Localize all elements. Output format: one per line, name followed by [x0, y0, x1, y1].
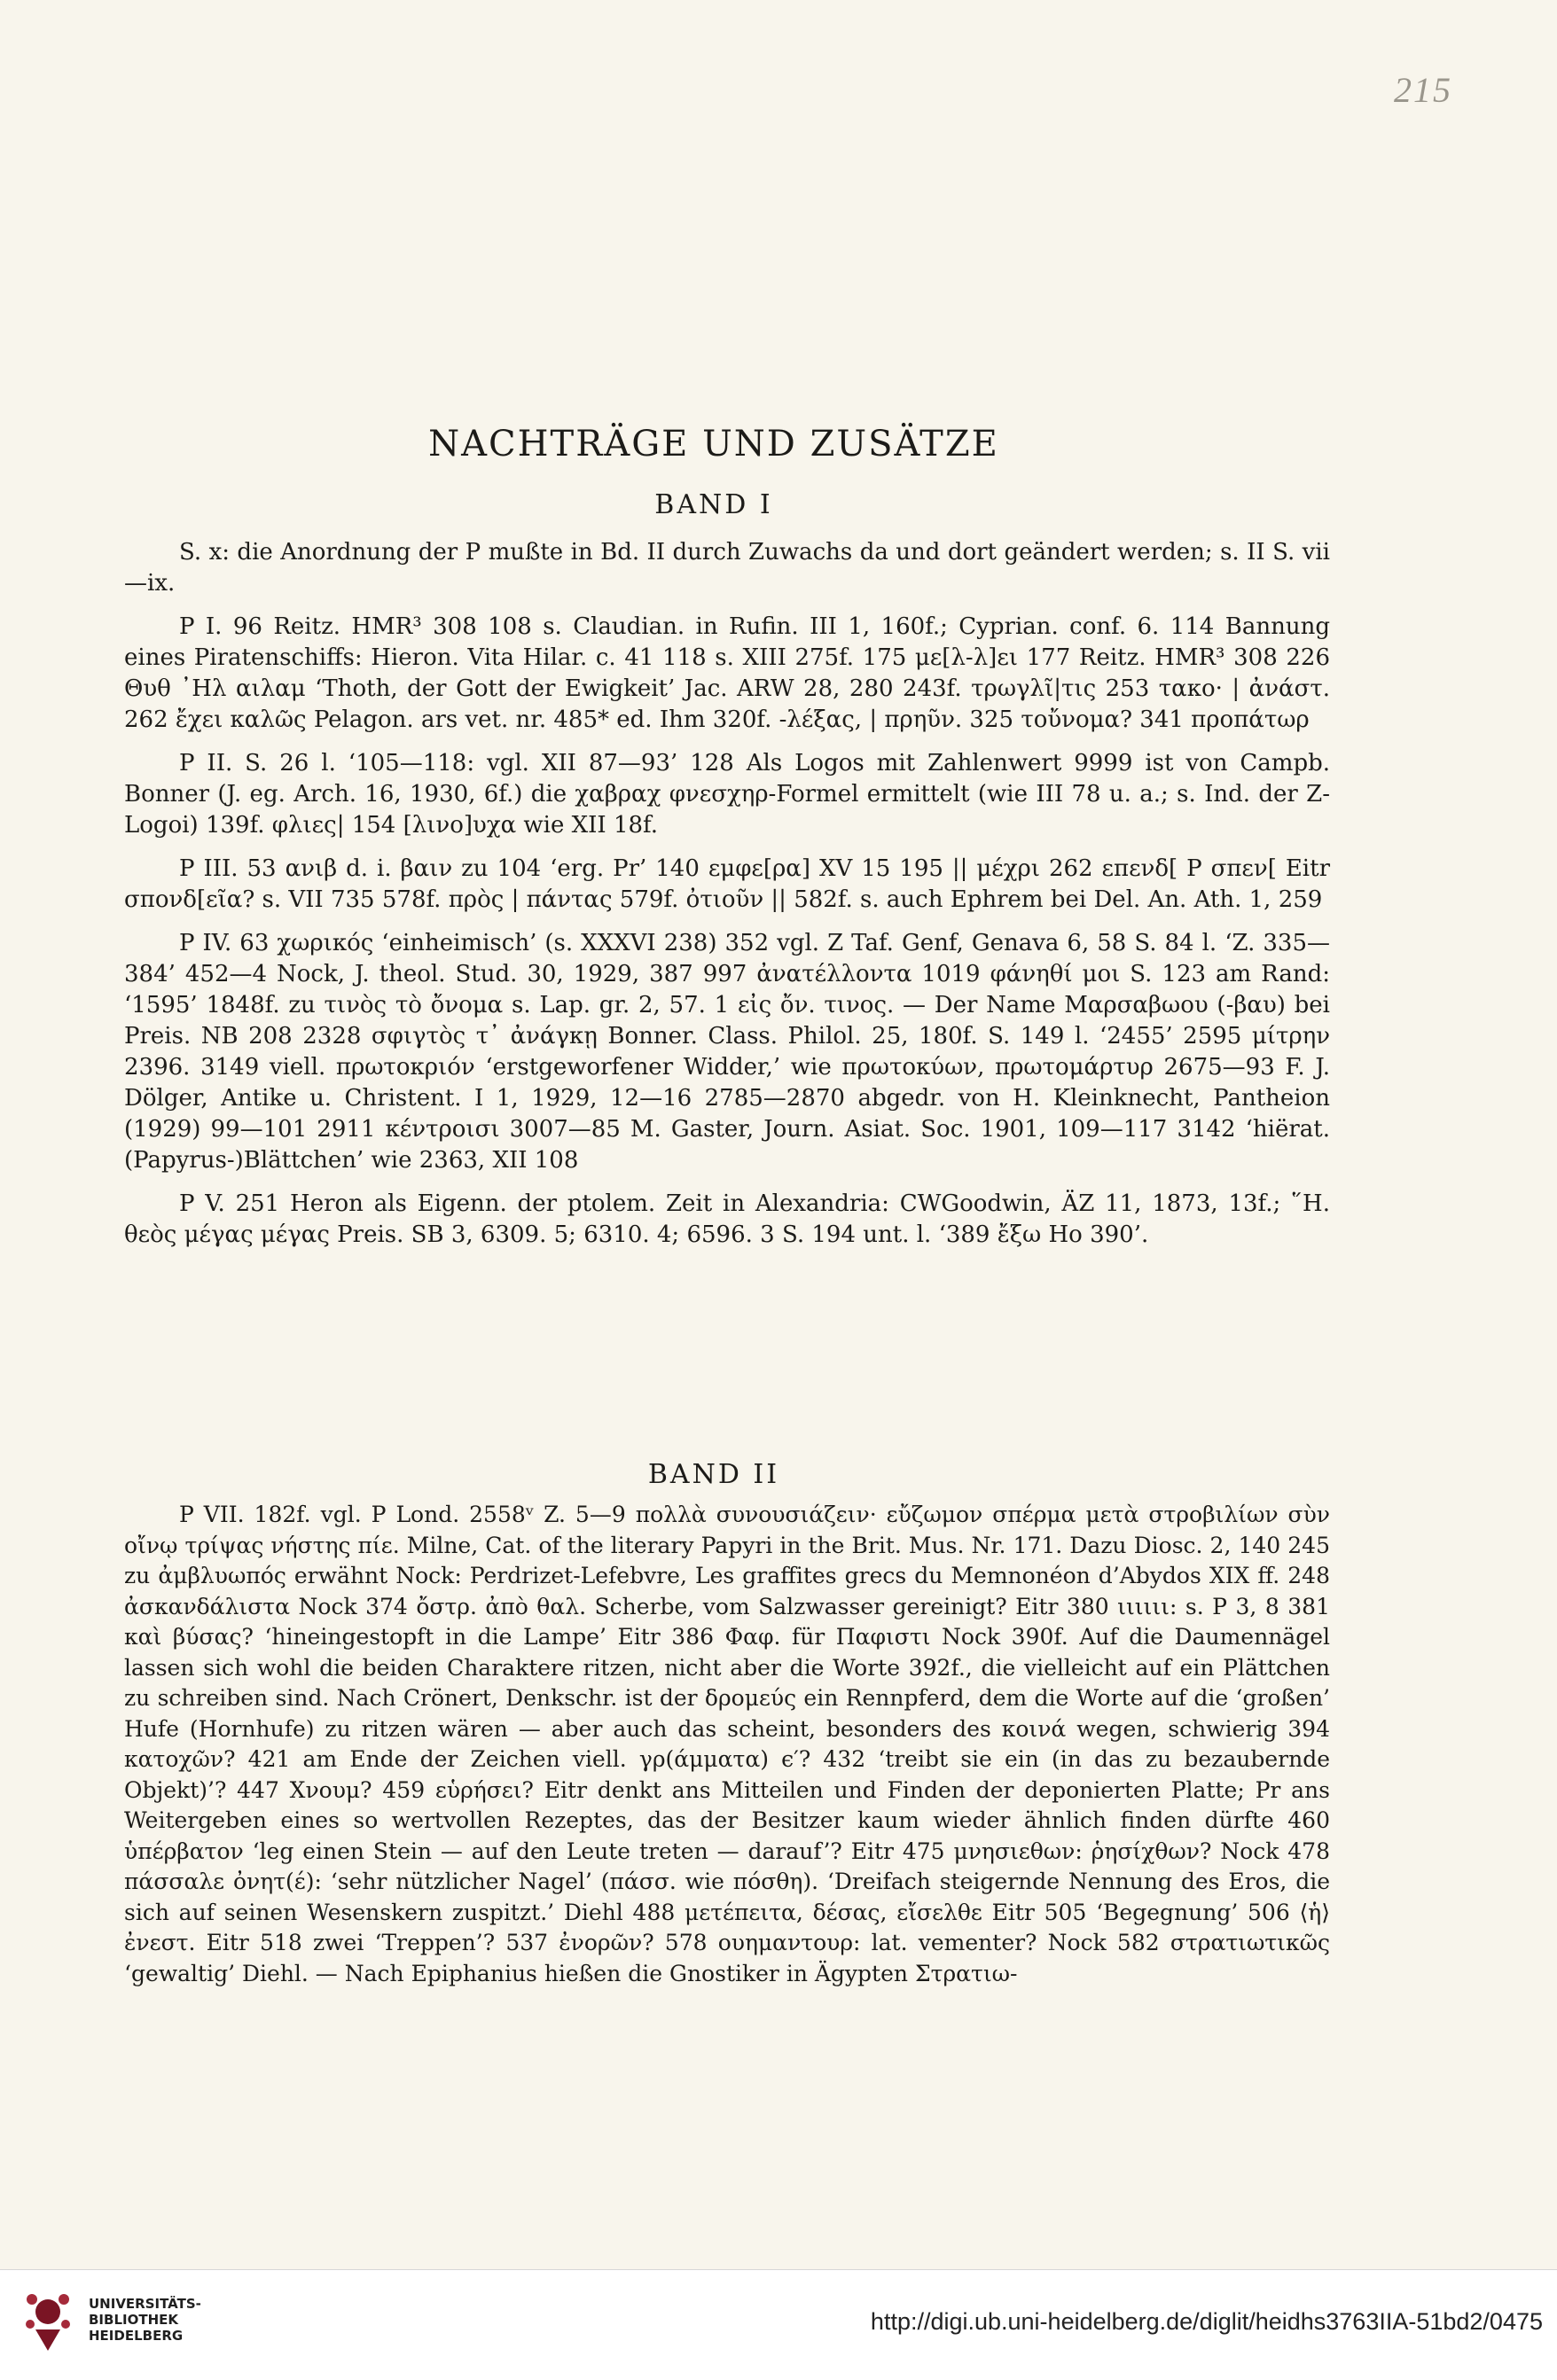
- band-1-paragraph-p1: P I. 96 Reitz. HMR³ 308 108 s. Claudian. in Rufin. III 1, 160f.; Cyprian. conf. 6. 114 Bannung eines Piratenschiffs: Hieron. Vita Hilar. c. 41 118 s. XIII 275f. 175 με[λ-λ]ει 177 Reitz. HMR³ 308 226 Θυθ ᾿Ηλ αιλαμ ‘Thoth, der Gott der Ewigkeit’ Jac. ARW 28, 280 243f. τρωγλῖ|τις 253 τακο· | ἀνάστ. 262 ἔχει καλῶς Pelagon. ars vet. nr. 485* ed. Ihm 320f. -λέξας, | πρηῦν. 325 τοὔνομα? 341 προπάτωρ: [124, 613, 1330, 733]
- band-1-paragraph-p3: P III. 53 ανιβ d. i. βαιν zu 104 ‘erg. Pr’ 140 εμφε[ρα] XV 15 195 || μέχρι 262 επενδ[ P σπεν[ Eitr σπονδ[εῖα? s. VII 735 578f. πρὸς | πάντας 579f. ὀτιοῦν || 582f. s. auch Ephrem bei Del. An. Ath. 1, 259: [124, 855, 1330, 913]
- band-1-text: [124, 537, 1330, 1263]
- band-2-heading: BAND II: [647, 1459, 780, 1490]
- band-1-heading: BAND I: [654, 489, 773, 520]
- band-2-paragraph-p7: P VII. 182f. vgl. P Lond. 2558ᵛ Z. 5—9 πολλὰ συνουσιάζειν· εὔζωμον σπέρμα μετὰ στροβιλίων σὺν οἴνῳ τρίψας νήστης πίε. Milne, Cat. of the literary Papyri in the Brit. Mus. Nr. 171. Dazu Diosc. 2, 140 245 zu ἀμβλυωπός erwähnt Nock: Perdrizet-Lefebvre, Les graffites grecs du Memnonéon d’Abydos XIX ff. 248 ἀσκανδάλιστα Nock 374 ὄστρ. ἀπὸ θαλ. Scherbe, vom Salzwasser gereinigt? Eitr 380 ιιιιιι: s. P 3, 8 381 καὶ βύσας? ‘hineingestopft in die Lampe’ Eitr 386 Φαφ. für Παφιστι Nock 390f. Auf die Daumennägel lassen sich wohl die beiden Charaktere ritzen, nicht aber die Worte 392f., die vielleicht auf ein Plättchen zu schreiben sind. Nach Crönert, Denkschr. ist der δρομεύς ein Rennpferd, dem die Worte auf die ‘großen’ Hufe (Hornhufe) zu ritzen wären — aber auch das scheint, besonders des κοινά wegen, schwierig 394 κατοχῶν? 421 am Ende der Zeichen viell. γρ(άμματα) ϵ′? 432 ‘treibt sie ein (in das zu bezaubernde Objekt)’? 447 Χνουμ? 459 εὑρήσει? Eitr denkt ans Mitteilen und Finden der deponierten Platte; Pr ans Weitergeben eines so wertvollen Rezeptes, das der Besitzer kaum wieder ähnlich finden dürfte 460 ὑπέρβατον ‘leg einen Stein — auf den Leute treten — darauf’? Eitr 475 μνησιεθων: ῥησίχθων? Nock 478 πάσσαλε ὀνητ(έ): ‘sehr nützlicher Nagel’ (πάσσ. wie πόσθη). ‘Dreifach steigernde Nennung des Eros, die sich auf seinen Wesenskern zuspitzt.’ Diehl 488 μετέπειτα, δέσας, εἴσελθε Eitr 505 ‘Begegnung’ 506 ⟨ἡ⟩ ἐνεστ. Eitr 518 zwei ‘Treppen’? 537 ἐνορῶν? 578 ουημαντουρ: lat. vementer? Nock 582 στρατιωτικῶς ‘gewaltig’ Diehl. — Nach Epiphanius hießen die Gnostiker in Ägypten Στρατιω-: [124, 1502, 1330, 1986]
- library-name-line: UNIVERSITÄTS-: [89, 2296, 201, 2312]
- library-name-line: BIBLIOTHEK: [89, 2312, 178, 2328]
- band-1-paragraph-p5: P V. 251 Heron als Eigenn. der ptolem. Zeit in Alexandria: CWGoodwin, ÄZ 11, 1873, 13f.; ῞Η. θεὸς μέγας μέγας Preis. SB 3, 6309. 5; 6310. 4; 6596. 3 S. 194 unt. l. ‘389 ἔξω Ho 390’.: [124, 1190, 1330, 1248]
- band-1-paragraph-p2: P II. S. 26 l. ‘105—118: vgl. XII 87—93’ 128 Als Logos mit Zahlenwert 9999 ist von Campb. Bonner (J. eg. Arch. 16, 1930, 6f.) die χαβραχ φνεσχηρ-Formel ermittelt (wie III 78 u. a.; s. Ind. der Z-Logoi) 139f. φλιες| 154 [λινο]υχα wie XII 18f.: [124, 750, 1330, 839]
- band-1-paragraph-p4: P IV. 63 χωρικός ‘einheimisch’ (s. XXXVI 238) 352 vgl. Z Taf. Genf, Genava 6, 58 S. 84 l. ‘Z. 335—384’ 452—4 Nock, J. theol. Stud. 30, 1929, 387 997 ἀνατέλλοντα 1019 φάνηθί μοι S. 123 am Rand: ‘1595’ 1848f. zu τινὸς τὸ ὄνομα s. Lap. gr. 2, 57. 1 εἰς ὄν. τινος. — Der Name Μαρσαβωου (-βαυ) bei Preis. NB 208 2328 σφιγτὸς τ᾿ ἀνάγκῃ Bonner. Class. Philol. 25, 180f. S. 149 l. ‘2455’ 2595 μίτρην 2396. 3149 viell. πρωτοκριόν ‘erstgeworfener Widder,’ wie πρωτοκύων, πρωτομάρτυρ 2675—93 F. J. Dölger, Antike u. Christent. I 1, 1929, 12—16 2785—2870 abgedr. von H. Kleinknecht, Pantheion (1929) 99—101 2911 κέντροισι 3007—85 M. Gaster, Journ. Asiat. Soc. 1901, 109—117 3142 ‘hiërat. (Papyrus-)Blättchen’ wie 2363, XII 108: [124, 930, 1330, 1174]
- university-library-logo-icon: [14, 2282, 82, 2367]
- band-1-paragraph-intro: S. x: die Anordnung der P mußte in Bd. II durch Zuwachs da und dort geändert werden; s. II S. vii—ix.: [124, 539, 1330, 597]
- handwritten-page-mark: 215: [1394, 70, 1452, 110]
- library-name: [89, 2296, 201, 2344]
- band-2-text: [124, 1500, 1330, 2002]
- library-name-line: HEIDELBERG: [89, 2328, 184, 2344]
- page-title: NACHTRÄGE UND ZUSÄTZE: [428, 424, 999, 464]
- source-url-link[interactable]: http://digi.ub.uni-heidelberg.de/diglit/heidhs3763IIA-51bd2/0475: [870, 2308, 1543, 2335]
